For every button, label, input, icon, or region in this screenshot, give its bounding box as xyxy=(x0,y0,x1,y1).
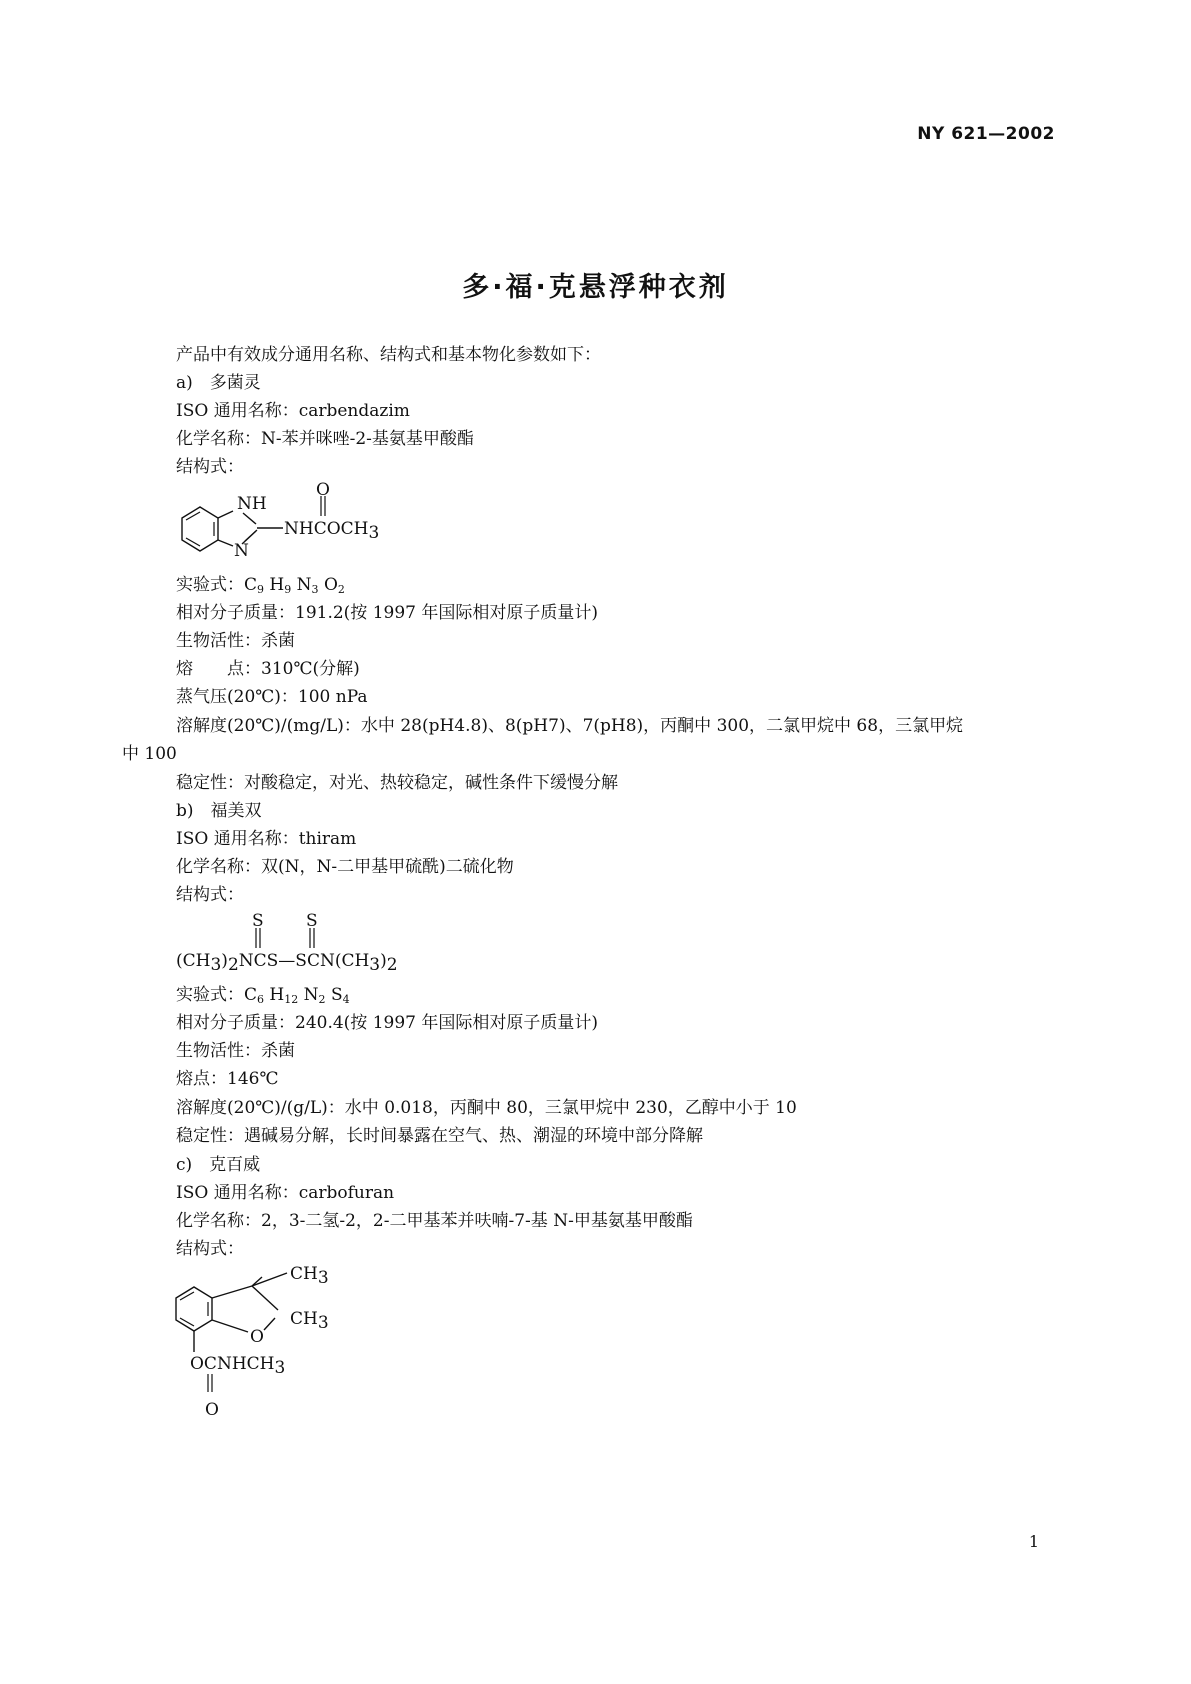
carbofuran-side-chain: OCNHCH3 xyxy=(190,1354,286,1378)
section-a-molecular-weight: 相对分子质量：191.2(按 1997 年国际相对原子质量计) xyxy=(176,603,599,623)
thiram-s-label-1: S xyxy=(252,911,264,931)
section-a-solubility: 溶解度(20℃)/(mg/L)：水中 28(pH4.8)、8(pH7)、7(pH8)，丙酮中 300，二氯甲烷中 68，三氯甲烷 xyxy=(176,716,964,736)
carbendazim-n-label: N xyxy=(234,541,249,561)
section-a-struct-label: 结构式： xyxy=(176,457,244,477)
section-a-heading: a) 多菌灵 xyxy=(176,373,261,393)
carbendazim-nh-label: NH xyxy=(237,494,267,514)
carbofuran-o-bottom: O xyxy=(205,1400,219,1420)
section-b-heading: b) 福美双 xyxy=(176,801,262,821)
section-b-melting-point: 熔点：146℃ xyxy=(176,1069,279,1089)
carbofuran-ch3-top: CH3 xyxy=(290,1264,329,1288)
section-a-melting-point: 熔 点：310℃(分解) xyxy=(176,659,360,679)
thiram-main-chain: (CH3)2NCS—SCN(CH3)2 xyxy=(176,951,398,972)
section-c-struct-label: 结构式： xyxy=(176,1239,244,1259)
thiram-s-label-2: S xyxy=(306,911,318,931)
section-b-stability: 稳定性：遇碱易分解，长时间暴露在空气、热、潮湿的环境中部分降解 xyxy=(176,1126,703,1146)
section-b-formula: 实验式：$C_6$ $H_{12}$ $N_2$ $S_4$ xyxy=(176,985,350,1006)
section-b-solubility: 溶解度(20℃)/(g/L)：水中 0.018，丙酮中 80，三氯甲烷中 230，乙醇中小于 10 xyxy=(176,1098,797,1118)
page-number: 1 xyxy=(1028,1532,1039,1551)
section-a-formula: 实验式：$C_9$ $H_9$ $N_3$ $O_2$ xyxy=(176,575,345,596)
section-c-heading: c) 克百威 xyxy=(176,1155,261,1175)
section-a-iso-name: ISO 通用名称：carbendazim xyxy=(176,401,410,421)
section-b-struct-label: 结构式： xyxy=(176,885,244,905)
section-b-bio-activity: 生物活性：杀菌 xyxy=(176,1041,295,1061)
section-c-chem-name: 化学名称：2，3-二氢-2，2-二甲基苯并呋喃-7-基 N-甲基氨基甲酸酯 xyxy=(176,1211,693,1231)
carbofuran-ch3-mid: CH3 xyxy=(290,1309,329,1333)
carbofuran-structure xyxy=(170,1262,360,1422)
section-a-bio-activity: 生物活性：杀菌 xyxy=(176,631,295,651)
section-b-chem-name: 化学名称：双(N，N-二甲基甲硫酰)二硫化物 xyxy=(176,857,514,877)
section-b-molecular-weight: 相对分子质量：240.4(按 1997 年国际相对原子质量计) xyxy=(176,1013,599,1033)
document-code: NY 621—2002 xyxy=(917,124,1055,144)
section-c-iso-name: ISO 通用名称：carbofuran xyxy=(176,1183,395,1203)
intro-text: 产品中有效成分通用名称、结构式和基本物化参数如下： xyxy=(176,345,601,365)
section-a-stability: 稳定性：对酸稳定，对光、热较稳定，碱性条件下缓慢分解 xyxy=(176,773,618,793)
section-a-vapor-pressure: 蒸气压(20℃)：100 nPa xyxy=(176,687,368,707)
section-b-iso-name: ISO 通用名称：thiram xyxy=(176,829,357,849)
carbendazim-side-chain: NHCOCH3 xyxy=(284,519,380,543)
carbendazim-structure xyxy=(170,478,410,568)
document-title: 多·福·克悬浮种衣剂 xyxy=(462,272,729,303)
carbendazim-o-label: O xyxy=(316,480,330,500)
thiram-structure xyxy=(176,906,476,972)
section-a-chem-name: 化学名称：N-苯并咪唑-2-基氨基甲酸酯 xyxy=(176,429,474,449)
section-a-solubility-cont: 中 100 xyxy=(122,744,177,764)
carbofuran-ring-o: O xyxy=(250,1327,264,1347)
